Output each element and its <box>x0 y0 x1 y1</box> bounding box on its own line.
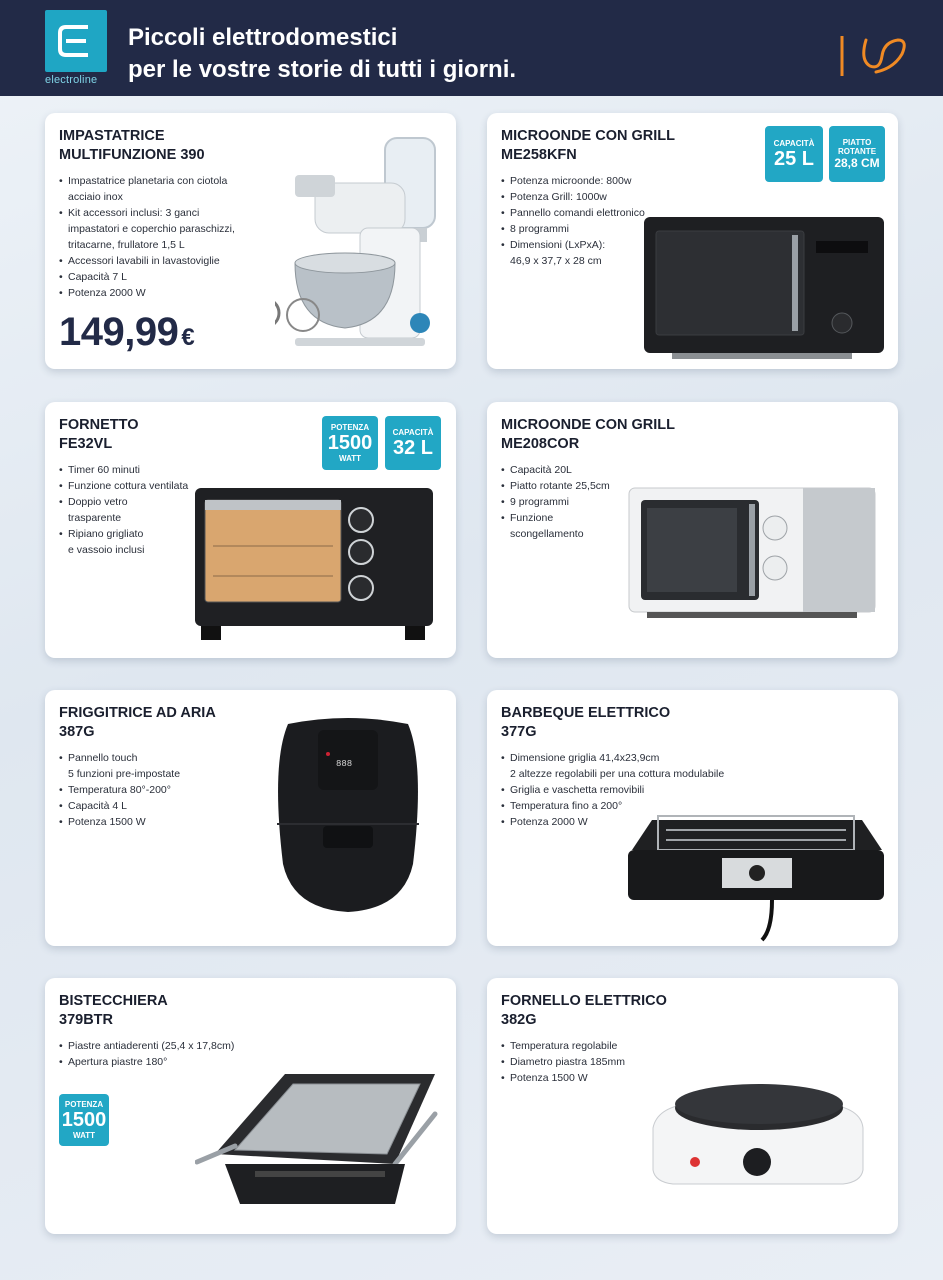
product-card-oven[interactable] <box>45 402 456 658</box>
feature-item: scongellamento <box>510 528 584 540</box>
microwave-black-icon <box>642 213 892 363</box>
feature-item: trasparente <box>68 512 122 524</box>
product-title <box>501 704 670 742</box>
feature-item: • Piatto rotante 25,5cm <box>501 478 610 494</box>
power-badge <box>322 416 378 470</box>
feature-item: 2 altezze regolabili per una cottura modulabile <box>510 768 725 780</box>
feature-item: • 8 programmi <box>501 221 645 237</box>
product-name: BISTECCHIERA <box>59 993 168 1009</box>
turntable-badge <box>829 126 885 182</box>
product-title <box>501 416 675 454</box>
feature-item: acciaio inox <box>68 191 123 203</box>
feature-item: • Temperatura 80°-200° <box>59 782 180 798</box>
currency-symbol: € <box>181 324 195 351</box>
product-title <box>59 416 138 454</box>
feature-item: e vassoio inclusi <box>68 544 145 556</box>
feature-item: • Doppio vetro <box>59 494 188 510</box>
badge-value: 1500 <box>327 432 373 454</box>
product-title <box>501 992 667 1030</box>
product-model: 379BTR <box>59 1012 113 1028</box>
product-name: FRIGGITRICE AD ARIA <box>59 705 216 721</box>
feature-item: • Capacità 4 L <box>59 798 180 814</box>
feature-list <box>501 1038 625 1086</box>
feature-item: impastatori e coperchio paraschizzi, <box>68 223 235 235</box>
contact-grill-icon <box>195 1054 443 1214</box>
feature-list <box>59 173 235 301</box>
feature-item: • Diametro piastra 185mm <box>501 1054 625 1070</box>
feature-item: • Piastre antiaderenti (25,4 x 17,8cm) <box>59 1038 234 1054</box>
product-title <box>501 127 675 165</box>
feature-item: tritacarne, frullatore 1,5 L <box>68 239 185 251</box>
feature-item: • Apertura piastre 180° <box>59 1054 234 1070</box>
feature-item: • Timer 60 minuti <box>59 462 188 478</box>
capacity-badge <box>765 126 823 182</box>
feature-list <box>501 462 610 542</box>
product-card-contact-grill[interactable] <box>45 978 456 1234</box>
power-badge <box>59 1094 109 1146</box>
product-card-microwave-me208cor[interactable] <box>487 402 898 658</box>
product-card-stand-mixer[interactable] <box>45 113 456 369</box>
badge-label: PIATTO ROTANTE <box>837 138 877 156</box>
feature-item: • Potenza Grill: 1000w <box>501 189 645 205</box>
product-model: FE32VL <box>59 436 113 452</box>
logo-e-icon <box>54 19 98 63</box>
badge-label: CAPACITÀ <box>392 427 434 437</box>
feature-item: • Temperatura regolabile <box>501 1038 625 1054</box>
badge-value: 32 L <box>392 436 434 459</box>
product-model: ME208COR <box>501 436 580 452</box>
feature-item: • Pannello touch <box>59 750 180 766</box>
product-card-electric-bbq[interactable] <box>487 690 898 946</box>
product-model: 377G <box>501 724 537 740</box>
product-card-microwave-me258kfn[interactable] <box>487 113 898 369</box>
svg-text:888: 888 <box>336 759 353 769</box>
product-name: MICROONDE CON GRILL <box>501 128 675 144</box>
badge-value: 1500 <box>61 1109 107 1131</box>
badge-value: 28,8 CM <box>834 156 880 170</box>
product-name: FORNELLO ELETTRICO <box>501 993 667 1009</box>
page-header <box>0 0 943 96</box>
feature-list <box>501 173 645 269</box>
feature-list <box>59 462 188 558</box>
feature-item: • Potenza 2000 W <box>59 285 235 301</box>
microwave-white-icon <box>627 484 882 624</box>
product-title <box>59 992 168 1030</box>
feature-item: 46,9 x 37,7 x 28 cm <box>510 255 602 267</box>
headline-line-1: Piccoli elettrodomestici <box>128 24 398 51</box>
headline-line-2: per le vostre storie di tutti i giorni. <box>128 56 517 83</box>
feature-item: • Potenza 2000 W <box>501 814 724 830</box>
feature-item: • Kit accessori inclusi: 3 ganci <box>59 205 235 221</box>
capacity-badge <box>385 416 441 470</box>
feature-item: • Pannello comandi elettronico <box>501 205 645 221</box>
air-fryer-icon <box>263 714 433 914</box>
brand-swirl-icon <box>836 30 908 80</box>
product-title <box>59 704 216 742</box>
product-name: FORNETTO <box>59 417 139 433</box>
hot-plate-icon <box>647 1078 869 1198</box>
product-title <box>59 127 205 165</box>
page-headline <box>128 22 516 86</box>
product-price <box>59 310 194 355</box>
feature-item: • Accessori lavabili in lavastoviglie <box>59 253 235 269</box>
oven-icon <box>193 486 438 646</box>
product-name: IMPASTATRICE <box>59 128 165 144</box>
feature-item: • 9 programmi <box>501 494 610 510</box>
feature-item: • Capacità 20L <box>501 462 610 478</box>
product-name: BARBEQUE ELETTRICO <box>501 705 671 721</box>
feature-item: 5 funzioni pre-impostate <box>68 768 181 780</box>
feature-item: • Funzione <box>501 510 610 526</box>
product-card-air-fryer[interactable] <box>45 690 456 946</box>
electric-grill-icon <box>622 810 890 946</box>
stand-mixer-icon <box>275 133 450 353</box>
feature-item: • Potenza 1500 W <box>59 814 180 830</box>
product-card-hot-plate[interactable] <box>487 978 898 1234</box>
feature-item: • Griglia e vaschetta removibili <box>501 782 724 798</box>
feature-item: • Potenza 1500 W <box>501 1070 625 1086</box>
brand-name: electroline <box>45 74 98 86</box>
product-name: MICROONDE CON GRILL <box>501 417 675 433</box>
feature-item: • Funzione cottura ventilata <box>59 478 188 494</box>
feature-item: • Dimensione griglia 41,4x23,9cm <box>501 750 724 766</box>
badge-unit: WATT <box>338 454 362 463</box>
feature-item: • Temperatura fino a 200° <box>501 798 724 814</box>
product-model: MULTIFUNZIONE 390 <box>59 147 205 163</box>
price-value: 149,99 <box>59 310 179 354</box>
product-model: 382G <box>501 1012 537 1028</box>
feature-item: • Dimensioni (LxPxA): <box>501 237 645 253</box>
feature-item: • Ripiano grigliato <box>59 526 188 542</box>
feature-item: • Capacità 7 L <box>59 269 235 285</box>
feature-list <box>59 750 180 830</box>
badge-label: CAPACITÀ <box>773 138 815 148</box>
product-model: 387G <box>59 724 95 740</box>
product-model: ME258KFN <box>501 147 577 163</box>
feature-item: • Potenza microonde: 800w <box>501 173 645 189</box>
feature-item: • Impastatrice planetaria con ciotola <box>59 173 235 189</box>
badge-label: POTENZA <box>64 1100 104 1109</box>
badge-value: 25 L <box>773 147 815 170</box>
badge-label: POTENZA <box>330 423 370 432</box>
badge-unit: WATT <box>72 1131 96 1140</box>
electroline-logo <box>45 10 107 72</box>
